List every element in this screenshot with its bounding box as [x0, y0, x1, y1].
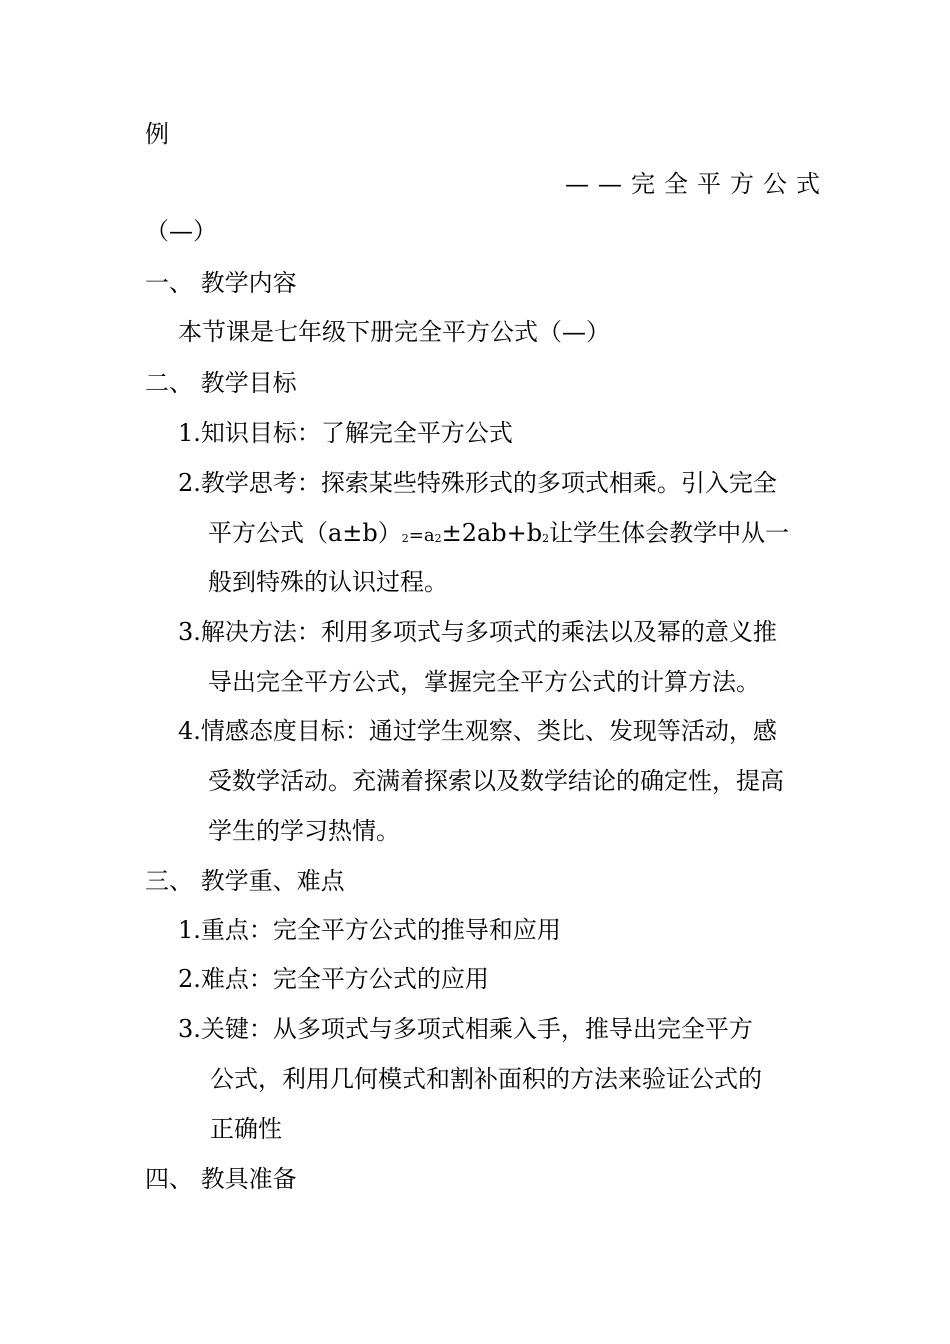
- section-3-item-1: 1.重点：完全平方公式的推导和应用: [178, 916, 561, 944]
- section-3-item-2: 2.难点：完全平方公式的应用: [178, 965, 489, 993]
- part-label: （—）: [145, 217, 217, 245]
- section-1-body: 本节课是七年级下册完全平方公式（—）: [178, 318, 610, 346]
- formula-part-c: ±2ab+b: [441, 519, 543, 547]
- formula-part-b: =a: [408, 525, 435, 546]
- top-char: 例: [145, 120, 169, 148]
- section-1-title: 一、 教学内容: [145, 269, 297, 297]
- section-2-item-4-line-1: 4.情感态度目标：通过学生观察、类比、发现等活动，感: [178, 717, 777, 745]
- section-2-item-2-line-1: 2.教学思考：探索某些特殊形式的多项式相乘。引入完全: [178, 469, 777, 497]
- formula-exponent-3: 2: [542, 532, 550, 545]
- section-2-item-2-line-3: 般到特殊的认识过程。: [208, 568, 448, 596]
- section-2-title: 二、 教学目标: [145, 369, 297, 397]
- formula-part-d: 让学生体会教学中从一: [549, 519, 790, 547]
- section-2-item-2-line-2: [208, 518, 789, 553]
- section-3-item-3-line-3: 正确性: [210, 1115, 282, 1143]
- formula-exponent-1: 2: [401, 532, 409, 545]
- section-2-item-4-line-3: 学生的学习热情。: [208, 817, 400, 845]
- section-2-item-1: 1.知识目标：了解完全平方公式: [178, 419, 513, 447]
- section-3-title: 三、 教学重、难点: [145, 867, 345, 895]
- section-2-item-4-line-2: 受数学活动。充满着探索以及数学结论的确定性，提高: [208, 767, 784, 795]
- section-2-item-3-line-2: 导出完全平方公式，掌握完全平方公式的计算方法。: [208, 668, 760, 696]
- section-3-item-3-line-1: 3.关键：从多项式与多项式相乘入手，推导出完全平方: [178, 1015, 753, 1043]
- formula-exponent-2: 2: [434, 532, 442, 545]
- subtitle: ——完全平方公式: [565, 170, 829, 198]
- section-4-title: 四、 教具准备: [145, 1165, 297, 1193]
- formula-part-a: 平方公式（a±b）: [208, 519, 402, 547]
- section-2-item-3-line-1: 3.解决方法：利用多项式与多项式的乘法以及幂的意义推: [178, 618, 777, 646]
- section-3-item-3-line-2: 公式，利用几何模式和割补面积的方法来验证公式的: [210, 1065, 762, 1093]
